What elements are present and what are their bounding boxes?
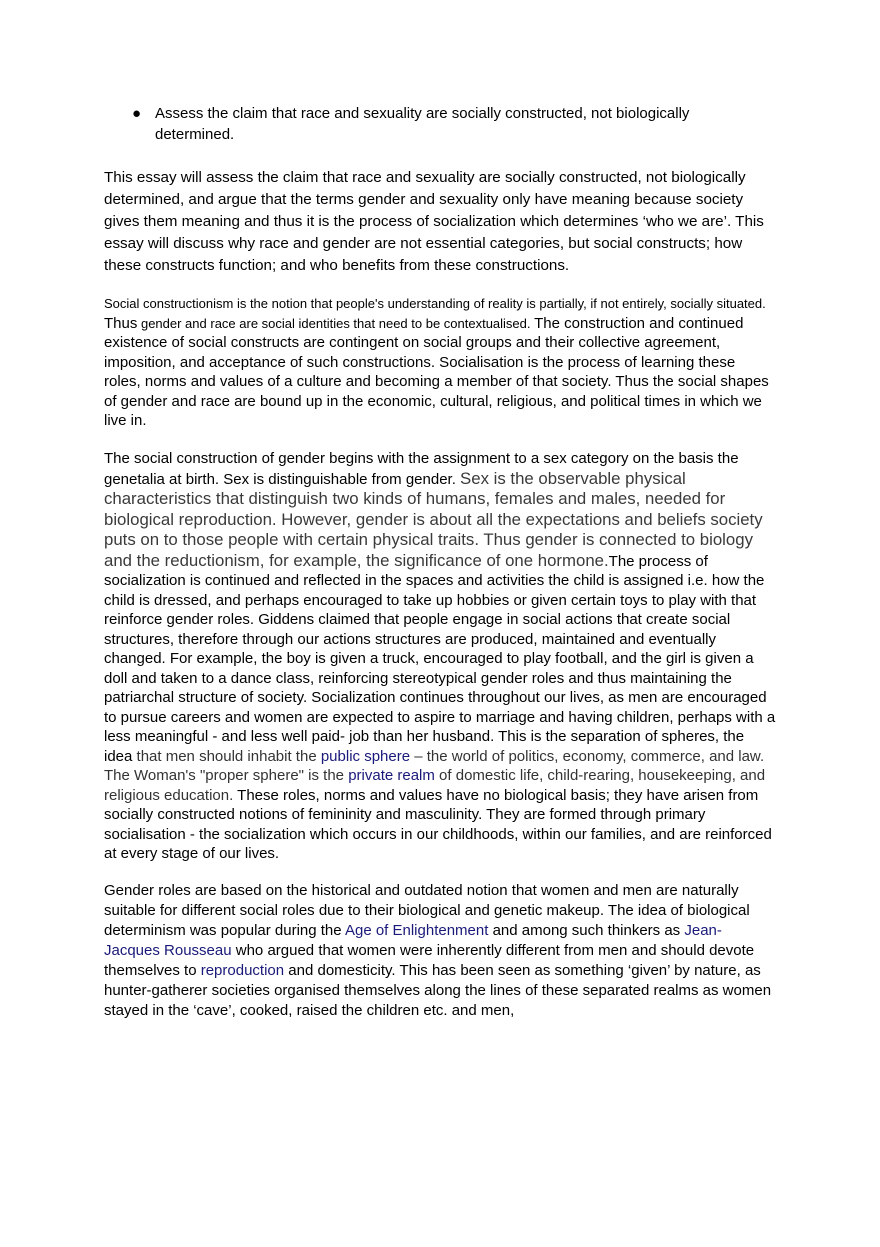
term-social-constructionism: Social constructionism <box>104 296 234 311</box>
rousseau-link[interactable]: Jean-Jacques Rousseau <box>104 922 722 959</box>
intro-paragraph: This essay will assess the claim that race and sexuality are socially constructed, not biologically determined, and argue that the terms gender and sexuality only have meaning because society gives them meaning and thus it is the process of socialization which determines ‘who we are’. This essay will discuss why race and gender are not essential categories, but social constructs; how these constructs function; and who benefits from these constructions. <box>104 169 764 274</box>
essay-question <box>132 103 752 145</box>
bullet-icon: ● <box>132 105 142 122</box>
gender-roles-paragraph: Gender roles are based on the historical and outdated notion that women and men are naturally suitable for different social roles due to their biological and genetic makeup. The idea of biological determinism was popular during the Age of Enlightenment and among such thinkers as Jean-Jacques Rousseau who argued that women were inherently different from men and should devote themselves to reproduction and domesticity. This has been seen as something ‘given’ by nature, as hunter-gatherer societies organised themselves along the lines of these separated realms as women stayed in the ‘cave’, cooked, raised the children etc. and men, <box>104 882 772 1019</box>
reproduction-link[interactable]: reproduction <box>200 962 285 979</box>
social-constructionism-paragraph: Social constructionism is the notion that people's understanding of reality is partially, if not entirely, socially situated. Thus gender and race are social identities that need to be contextualised. The construction and continued existence of social constructs are contingent on social groups and their collective agreement, imposition, and acceptance of such constructions. Socialisation is the process of learning these roles, norms and values of a culture and becoming a member of that society. Thus the social shapes of gender and race are bound up in the economic, cultural, religious, and political times in which we live in. <box>104 296 769 429</box>
sex-definition: Sex is the observable physical characteristics that distinguish two kinds of humans, females and males, needed for biological reproduction. However, gender is about all the expectations and beliefs society puts on to those people with certain physical traits. Thus gender is connected to biology and the reductionism, for example, the significance of one hormone. <box>104 468 763 570</box>
term-gender-roles: Gender roles <box>104 882 191 899</box>
private-realm-link[interactable]: private realm <box>348 767 435 784</box>
public-sphere-link[interactable]: public sphere <box>320 747 411 765</box>
gender-construction-paragraph: The social construction of gender begins with the assignment to a sex category on the basis the genetalia at birth. Sex is distinguishable from gender. Sex is the observable physical characteristics that distinguish two kinds of humans, females and males, needed for biological reproduction. However, gender is about all the expectations and beliefs society puts on to those people with certain physical traits. Thus gender is connected to biology and the reductionism, for example, the significance of one hormone.The process of socialization is continued and reflected in the spaces and activities the child is assigned i.e. how the child is dressed, and perhaps encouraged to take up hobbies or given certain toys to play with that reinforce gender roles. Giddens claimed that people engage in social actions that create social structures, therefore through our actions structures are produced, maintained and eventually changed. For example, the boy is given a truck, encouraged to play football, and the girl is given a doll and taken to a dance class, reinforcing stereotypical gender roles and thus maintaining the patriarchal structure of society. Socialization continues throughout our lives, as men are encouraged to pursue careers and women are expected to aspire to marriage and having children, perhaps with a less meaningful - and less well paid- job than her husband. This is the separation of spheres, the idea that men should inhabit the public sphere – the world of politics, economy, commerce, and law. The Woman's "proper sphere" is the private realm of domestic life, child-rearing, housekeeping, and religious education. These roles, norms and values have no biological basis; they have arisen from socially constructed notions of femininity and masculinity. They are formed through primary socialisation - the socialization which occurs in our childhoods, within our families, and are reinforced at every stage of our lives. <box>104 450 776 862</box>
question-text: Assess the claim that race and sexuality are socially constructed, not biologically determined. <box>155 105 690 143</box>
age-of-enlightenment-link[interactable]: Age of Enlightenment <box>344 922 489 939</box>
